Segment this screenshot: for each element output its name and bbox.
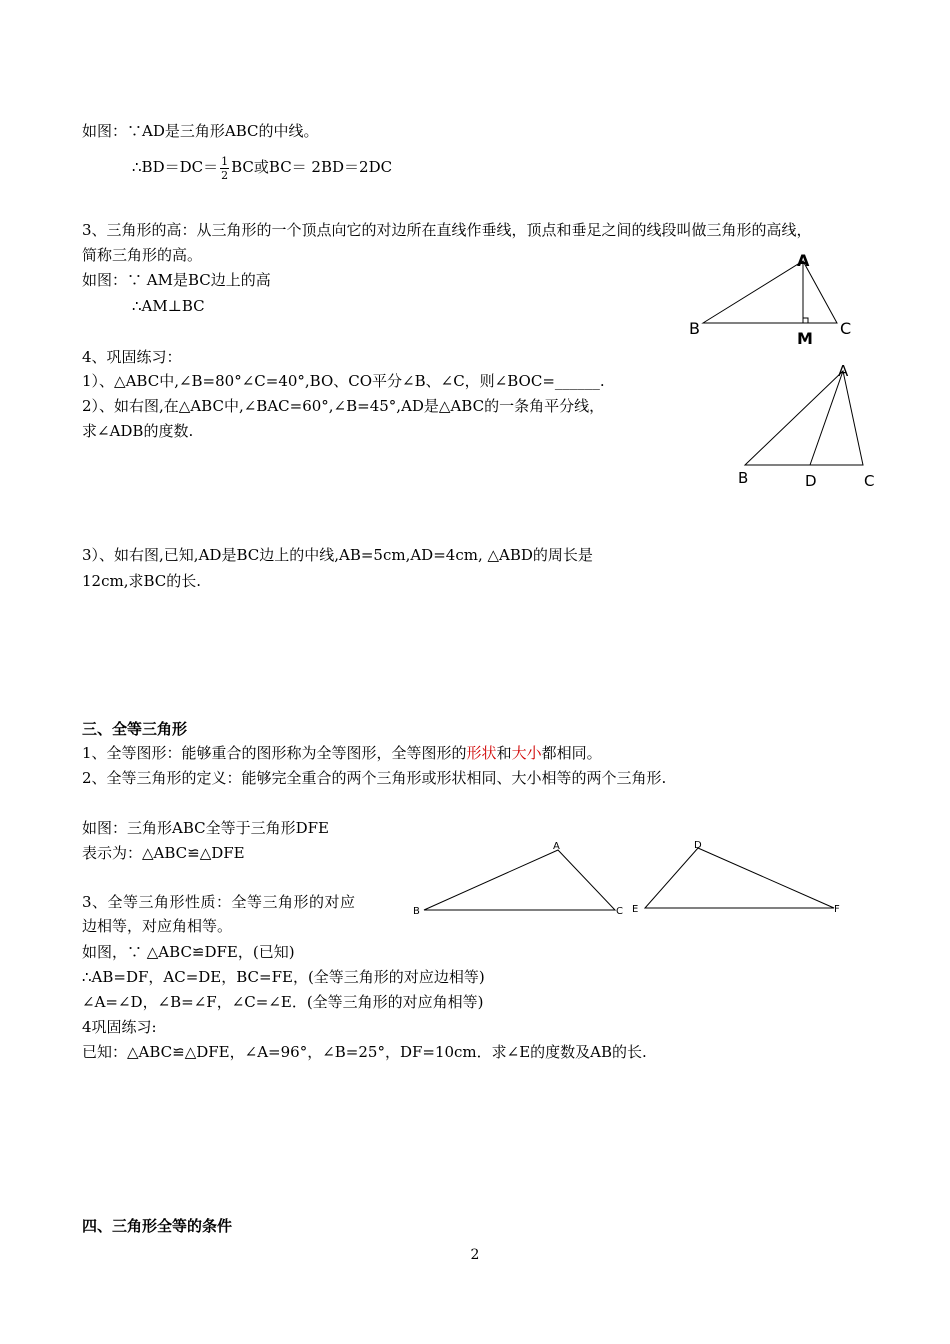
vertex-label-d: D [694,840,702,851]
definition-text-2: 和 [496,744,512,762]
vertex-label-b: B [738,469,749,487]
congruence-figure-caption: 如图：三角形ABC全等于三角形DFE [82,819,329,837]
triangle-def-outline [645,848,834,908]
point-label-d: D [805,472,817,490]
vertex-label-b: B [413,906,420,917]
triangle-abc-outline [745,371,863,465]
one-half-fraction [220,155,229,182]
right-angle-mark [803,318,808,323]
section-3-practice-question: 已知：△ABC≌△DFE，∠A=96°，∠B=25°，DF=10cm．求∠E的度数及AB的长. [82,1043,647,1061]
proof-sides: ∴AB=DF，AC=DE，BC=FE，(全等三角形的对应边相等) [82,968,485,986]
section-3-practice-title: 4巩固练习: [82,1018,157,1036]
fraction-denominator: 2 [221,168,229,182]
proof-given: 如图，∵ △ABC≌DFE，(已知) [82,943,295,961]
fraction-numerator: 1 [221,154,229,168]
congruence-property-line2: 边相等，对应角相等。 [82,917,233,935]
vertex-label-a: A [838,362,849,380]
highlight-shape: 形状 [466,744,497,762]
median-statement: 如图：∵AD是三角形ABC的中线。 [82,122,319,140]
triangle-abc-outline [703,261,837,323]
page-number: 2 [470,1247,480,1263]
altitude-figure [685,248,865,348]
practice-question-3-line2: 12cm,求BC的长. [82,572,202,590]
congruent-triangles-figure [410,835,860,925]
proof-angles: ∠A=∠D，∠B=∠F，∠C=∠E．(全等三角形的对应角相等) [82,993,484,1011]
vertex-label-c: C [864,472,875,490]
practice-question-2-line1: 2）、如右图,在△ABC中,∠BAC=60°,∠B=45°,AD是△ABC的一条角平分线， [82,397,605,415]
median-conclusion [132,153,392,182]
foot-label-m: M [797,329,813,348]
practice-question-3-line1: 3）、如右图,已知,AD是BC边上的中线,AB=5cm,AD=4cm, △ABD的周长是 [82,546,593,564]
triangle-abc-outline [424,850,615,910]
median-conclusion-prefix: ∴BD＝DC＝ [132,158,219,176]
congruence-notation: 表示为：△ABC≌△DFE [82,844,245,862]
congruence-property-line1: 3、全等三角形性质：全等三角形的对应 [82,893,356,911]
altitude-given: 如图：∵ AM是BC边上的高 [82,271,271,289]
practice-question-2-line2: 求∠ADB的度数. [82,422,194,440]
definition-text-1: 1、全等图形：能够重合的图形称为全等图形，全等图形的 [82,744,467,762]
vertex-label-b: B [689,319,700,338]
congruent-figures-definition [82,743,602,763]
section-4-heading: 四、三角形全等的条件 [82,1217,233,1235]
altitude-definition-line2: 简称三角形的高。 [82,246,203,264]
vertex-label-c: C [616,906,623,917]
vertex-label-a: A [797,251,810,270]
altitude-conclusion: ∴AM⊥BC [132,297,205,315]
median-conclusion-suffix: BC或BC＝ 2BD＝2DC [231,158,393,176]
vertex-label-a: A [553,841,560,852]
practice-question-1: 1）、△ABC中,∠B=80°∠C=40°,BO、CO平分∠B、∠C，则∠BOC=______. [82,372,605,390]
bisector-ad-line [810,371,843,465]
congruent-triangles-definition: 2、全等三角形的定义：能够完全重合的两个三角形或形状相同、大小相等的两个三角形. [82,769,667,787]
definition-text-3: 都相同。 [541,744,602,762]
angle-bisector-figure [730,355,890,495]
altitude-definition-line1: 3、三角形的高：从三角形的一个顶点向它的对边所在直线作垂线，顶点和垂足之间的线段叫做三角形的高线， [82,221,812,239]
practice-title: 4、巩固练习： [82,348,182,366]
section-3-heading: 三、全等三角形 [82,720,188,738]
vertex-label-e: E [632,904,639,915]
vertex-label-f: F [834,904,840,915]
highlight-size: 大小 [511,744,542,762]
vertex-label-c: C [840,319,852,338]
